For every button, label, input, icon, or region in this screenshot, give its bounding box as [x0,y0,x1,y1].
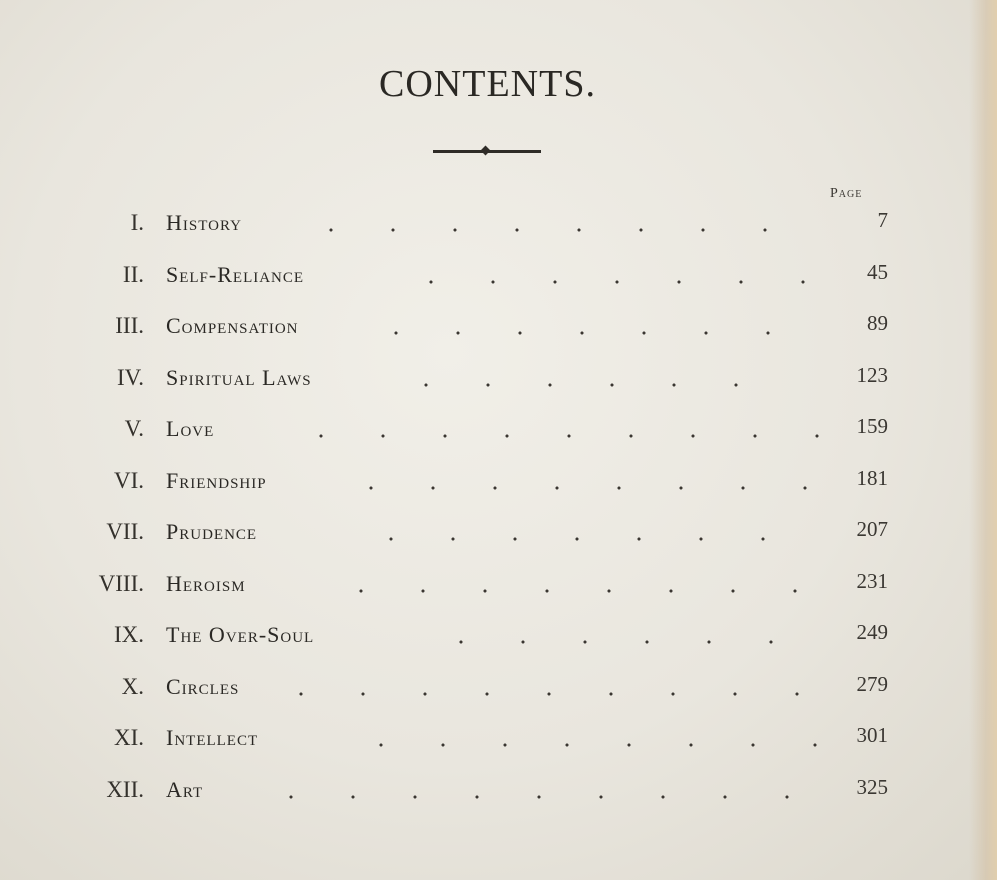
chapter-page-number: 249 [856,620,888,644]
toc-entry [60,311,900,363]
chapter-numeral: VIII. [98,570,144,596]
toc-entry [60,363,900,415]
chapter-page-number: 7 [877,208,888,232]
dot-leader [430,640,820,644]
dot-leader [400,280,820,284]
chapter-title: Heroism [166,570,246,596]
table-of-contents [60,208,900,826]
chapter-page-number: 181 [856,465,888,490]
toc-entry [60,620,900,672]
chapter-page-number: 45 [867,259,888,284]
chapter-numeral: IV. [116,364,144,390]
page-edge-shadow [969,0,997,880]
toc-entry [60,672,900,724]
chapter-title: The Over-Soul [166,622,315,647]
chapter-numeral: VI. [113,467,144,493]
chapter-numeral: XI. [113,725,144,750]
chapter-page-number: 301 [856,723,888,747]
toc-entry [60,517,900,569]
chapter-numeral: IX. [113,622,144,647]
dot-leader [365,331,820,335]
page-column-label: Page [830,186,863,201]
chapter-title: Circles [166,673,240,699]
dot-leader [300,228,820,232]
chapter-numeral: III. [115,313,144,338]
chapter-title: Friendship [166,467,267,493]
toc-entry [60,260,900,312]
chapter-page-number: 123 [856,362,888,387]
contents-title: CONTENTS. [379,63,596,105]
chapter-title: Intellect [166,725,259,750]
chapter-numeral: VII. [106,519,144,544]
dot-leader [290,434,820,438]
chapter-title: Self-Reliance [166,261,305,287]
chapter-title: History [166,210,242,235]
chapter-title: Prudence [166,519,258,544]
chapter-title: Art [166,776,204,802]
toc-entry [60,775,900,827]
dot-leader [330,589,800,593]
chapter-title: Compensation [166,313,299,338]
chapter-page-number: 231 [856,568,888,593]
chapter-page-number: 325 [856,774,888,799]
chapter-page-number: 207 [856,517,888,541]
chapter-numeral: I. [130,210,144,235]
toc-entry [60,208,900,260]
dot-leader [360,537,820,541]
chapter-title: Love [166,416,215,441]
dot-leader [340,486,810,490]
dot-leader [395,383,795,387]
chapter-page-number: 159 [856,414,888,438]
toc-entry [60,723,900,775]
chapter-numeral: X. [121,673,144,699]
dot-leader [350,743,820,747]
dot-leader [270,692,800,696]
toc-entry [60,569,900,621]
ornament-diamond-icon [481,146,491,156]
chapter-numeral: XII. [106,776,144,802]
chapter-title: Spiritual Laws [166,364,312,390]
toc-entry [60,414,900,466]
chapter-numeral: V. [124,416,144,441]
chapter-page-number: 279 [856,671,888,696]
toc-entry [60,466,900,518]
chapter-numeral: II. [122,261,144,287]
dot-leader [260,795,805,799]
chapter-page-number: 89 [867,311,888,335]
